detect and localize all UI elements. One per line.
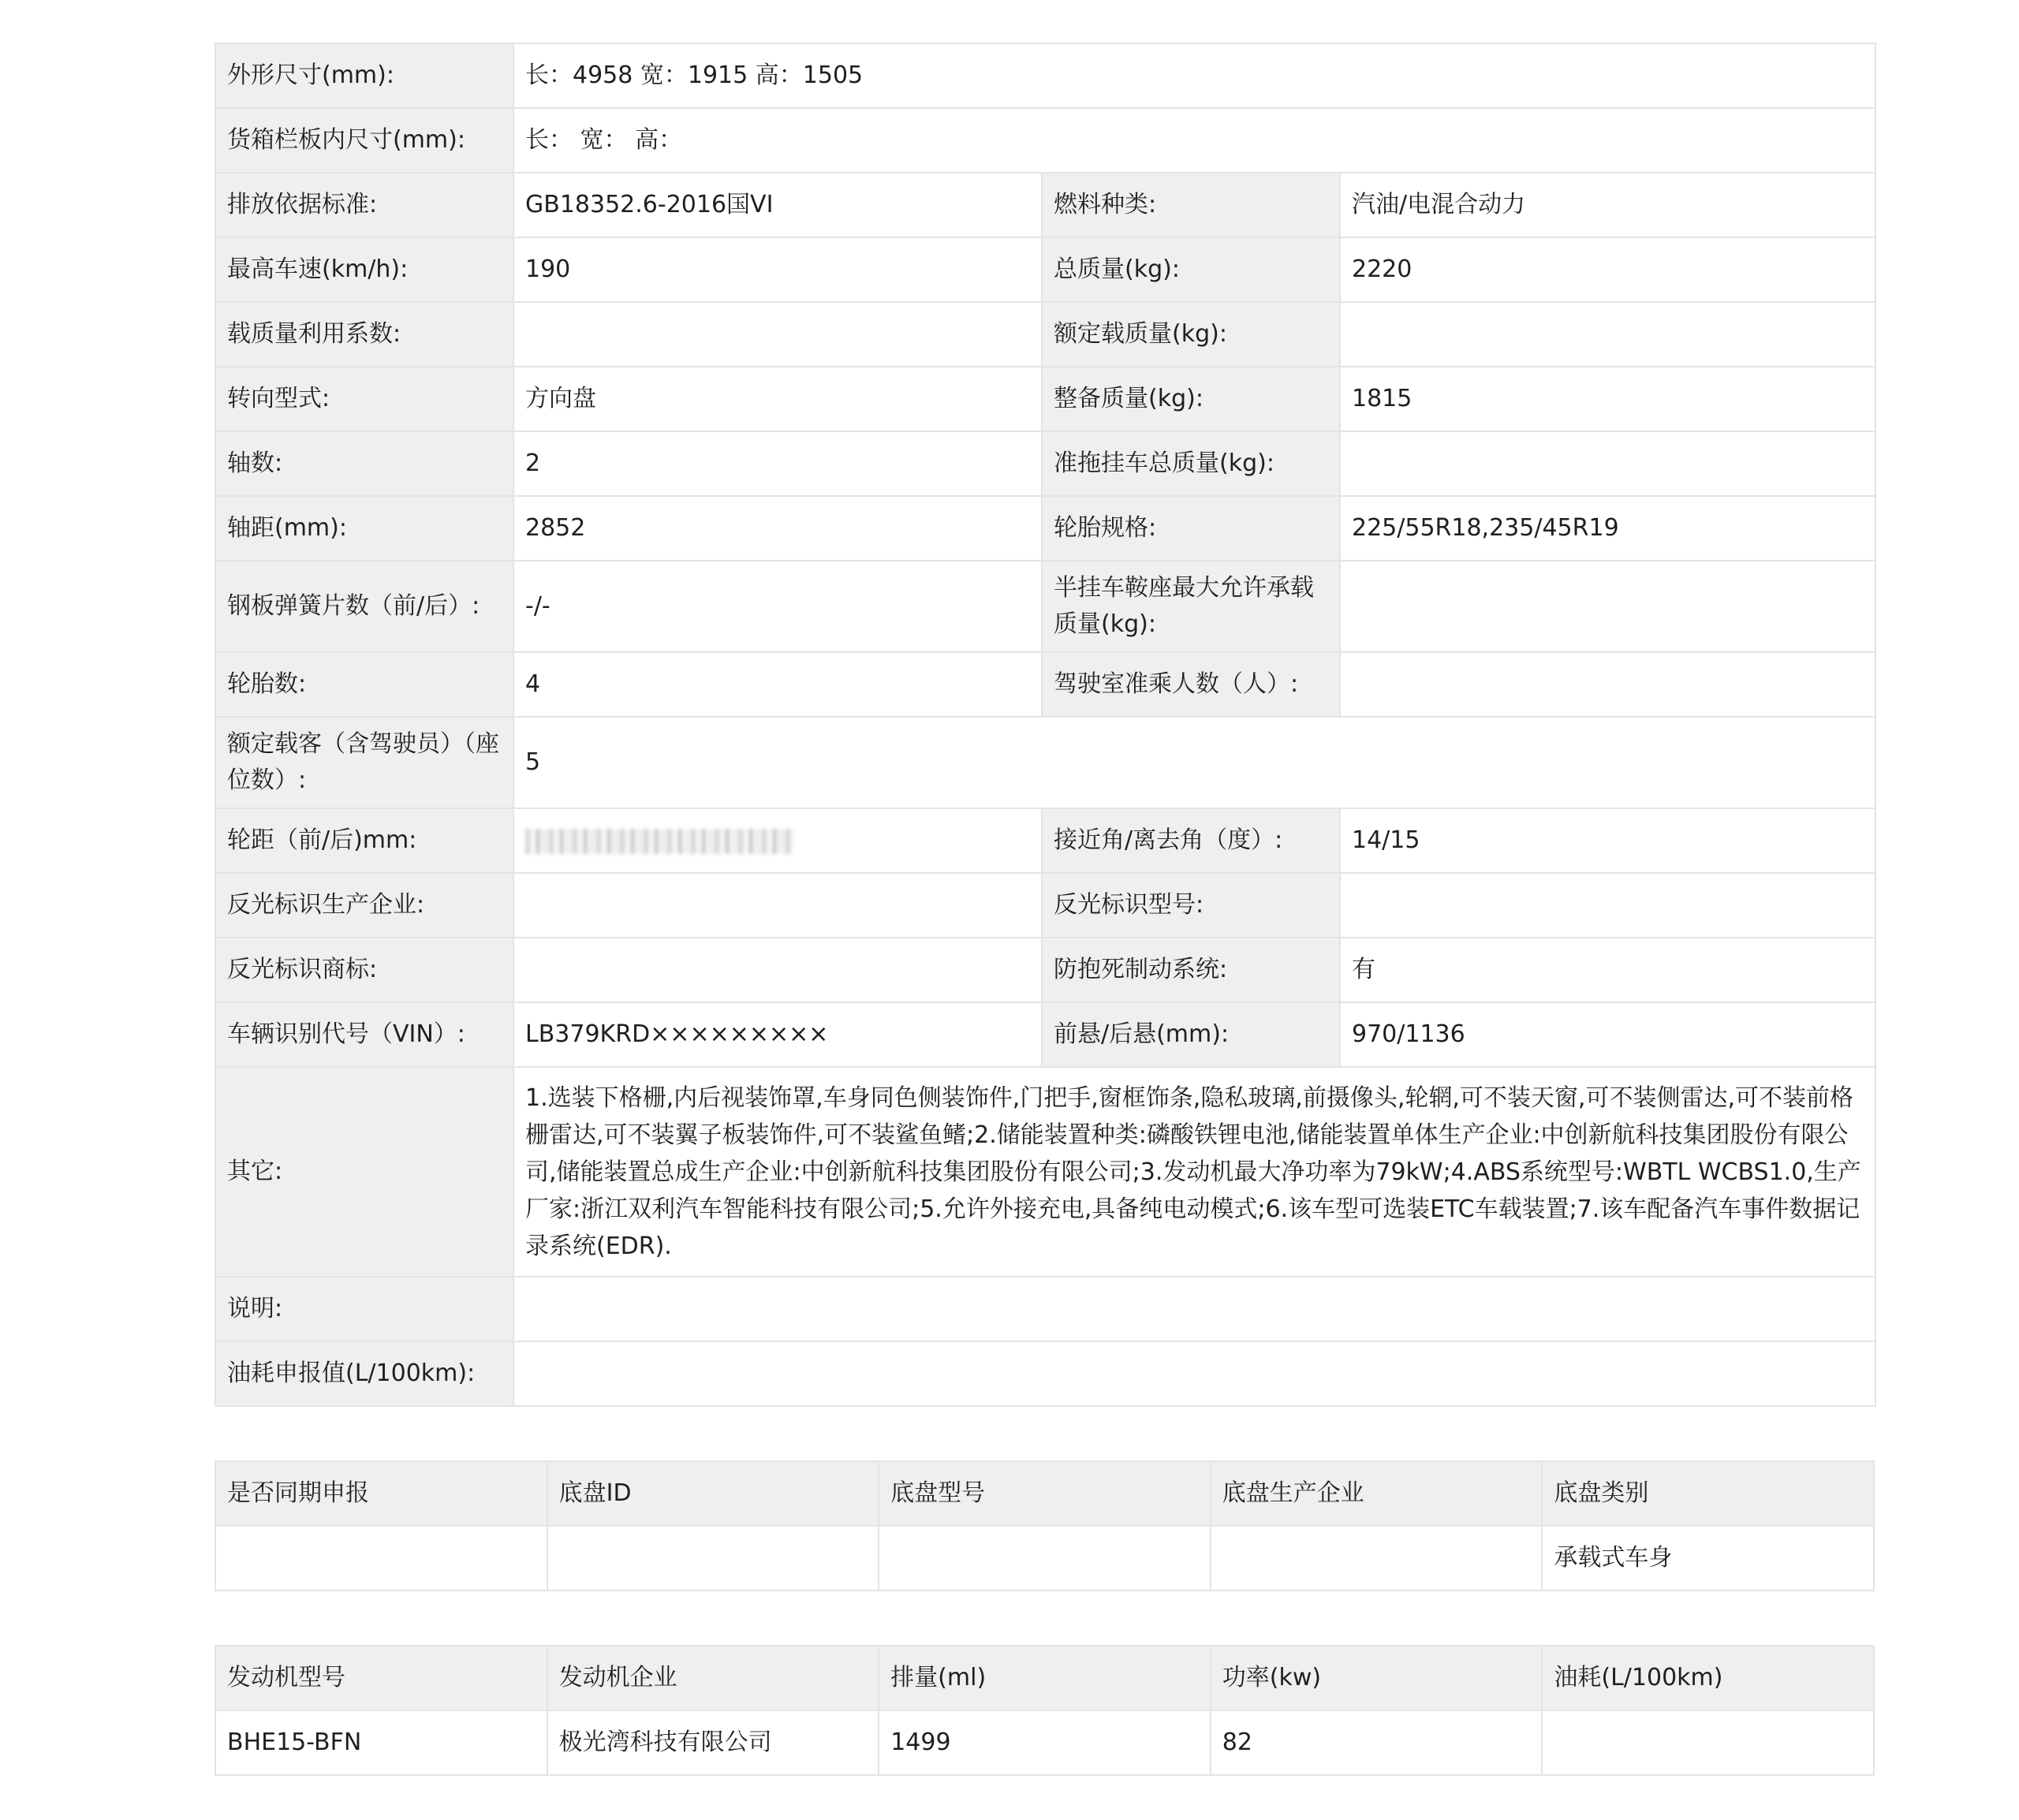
tire-spec-value: 225/55R18,235/45R19 bbox=[1340, 496, 1875, 561]
overhang-label: 前悬/后悬(mm): bbox=[1042, 1002, 1340, 1067]
cargo-box-value: 长： 宽： 高： bbox=[513, 108, 1875, 173]
load-factor-label: 载质量利用系数: bbox=[215, 302, 513, 367]
engine-table bbox=[215, 1645, 1875, 1776]
reflector-model-label: 反光标识型号: bbox=[1042, 873, 1340, 938]
spec-row-speed bbox=[215, 237, 1875, 302]
curb-mass-value: 1815 bbox=[1340, 367, 1875, 431]
spec-table bbox=[215, 43, 1876, 1407]
spec-row-load bbox=[215, 302, 1875, 367]
tire-count-value: 4 bbox=[513, 652, 1042, 717]
vehicle-spec-page bbox=[215, 43, 1875, 1776]
track-value-cell bbox=[513, 808, 1042, 873]
column-header: 油耗(L/100km) bbox=[1542, 1646, 1874, 1710]
fuel-type-label: 燃料种类: bbox=[1042, 173, 1340, 237]
tire-count-label: 轮胎数: bbox=[215, 652, 513, 717]
fuel-type-value: 汽油/电混合动力 bbox=[1340, 173, 1875, 237]
other-value: 1.选装下格栅,内后视装饰罩,车身同色侧装饰件,门把手,窗框饰条,隐私玻璃,前摄像头,轮辋,可不装天窗,可不装侧雷达,可不装前格栅雷达,可不装翼子板装饰件,可不装鲨鱼鳍;2.储能装置种类:磷酸铁锂电池,储能装置单体生产企业:中创新航科技集团股份有限公司,储能装置总成生产企业:中创新航科技集团股份有限公司;3.发动机最大净功率为79kW;4.ABS系统型号:WBTL WCBS1.0,生产厂家:浙江双利汽车智能科技有限公司;5.允许外接充电,具备纯电动模式;6.该车型可选装ETC车载装置;7.该车配备汽车事件数据记录系统(EDR). bbox=[513, 1067, 1875, 1277]
dimensions-value: 长：4958 宽：1915 高：1505 bbox=[513, 43, 1875, 108]
column-header: 底盘型号 bbox=[879, 1461, 1211, 1526]
table-cell bbox=[1211, 1526, 1543, 1591]
max-speed-label: 最高车速(km/h): bbox=[215, 237, 513, 302]
saddle-load-label: 半挂车鞍座最大允许承载质量(kg): bbox=[1042, 561, 1340, 652]
rated-load-value bbox=[1340, 302, 1875, 367]
fuel-declared-label: 油耗申报值(L/100km): bbox=[215, 1341, 513, 1406]
spec-row-fuel-declared bbox=[215, 1341, 1875, 1406]
table-row bbox=[215, 1526, 1874, 1591]
chassis-header-row bbox=[215, 1461, 1874, 1526]
fuel-declared-value bbox=[513, 1341, 1875, 1406]
overhang-value: 970/1136 bbox=[1340, 1002, 1875, 1067]
tire-spec-label: 轮胎规格: bbox=[1042, 496, 1340, 561]
abs-label: 防抱死制动系统: bbox=[1042, 938, 1340, 1002]
leaf-springs-value: -/- bbox=[513, 561, 1042, 652]
column-header: 是否同期申报 bbox=[215, 1461, 547, 1526]
note-value bbox=[513, 1277, 1875, 1341]
seats-label: 额定载客（含驾驶员）（座位数）: bbox=[215, 717, 513, 808]
curb-mass-label: 整备质量(kg): bbox=[1042, 367, 1340, 431]
spec-row-vin bbox=[215, 1002, 1875, 1067]
spec-row-steering bbox=[215, 367, 1875, 431]
track-label: 轮距（前/后)mm: bbox=[215, 808, 513, 873]
spec-row-wheelbase bbox=[215, 496, 1875, 561]
column-header: 底盘生产企业 bbox=[1211, 1461, 1543, 1526]
angles-value: 14/15 bbox=[1340, 808, 1875, 873]
table-cell bbox=[215, 1526, 547, 1591]
steering-label: 转向型式: bbox=[215, 367, 513, 431]
wheelbase-value: 2852 bbox=[513, 496, 1042, 561]
spec-row-track bbox=[215, 808, 1875, 873]
emission-std-label: 排放依据标准: bbox=[215, 173, 513, 237]
table-row bbox=[215, 1710, 1874, 1775]
table-cell bbox=[1542, 1710, 1874, 1775]
column-header: 底盘ID bbox=[547, 1461, 879, 1526]
rated-load-label: 额定载质量(kg): bbox=[1042, 302, 1340, 367]
table-cell: 1499 bbox=[879, 1710, 1211, 1775]
other-label: 其它: bbox=[215, 1067, 513, 1277]
cab-passengers-label: 驾驶室准乘人数（人）: bbox=[1042, 652, 1340, 717]
table-cell bbox=[879, 1526, 1211, 1591]
total-mass-value: 2220 bbox=[1340, 237, 1875, 302]
reflector-maker-value bbox=[513, 873, 1042, 938]
column-header: 底盘类别 bbox=[1542, 1461, 1874, 1526]
table-cell: BHE15-BFN bbox=[215, 1710, 547, 1775]
saddle-load-value bbox=[1340, 561, 1875, 652]
axles-value: 2 bbox=[513, 431, 1042, 496]
column-header: 功率(kw) bbox=[1211, 1646, 1543, 1710]
table-cell bbox=[547, 1526, 879, 1591]
max-speed-value: 190 bbox=[513, 237, 1042, 302]
chassis-table bbox=[215, 1460, 1875, 1591]
axles-label: 轴数: bbox=[215, 431, 513, 496]
spec-row-axles bbox=[215, 431, 1875, 496]
reflector-brand-label: 反光标识商标: bbox=[215, 938, 513, 1002]
dimensions-label: 外形尺寸(mm): bbox=[215, 43, 513, 108]
blurred-value bbox=[525, 829, 793, 854]
cab-passengers-value bbox=[1340, 652, 1875, 717]
load-factor-value bbox=[513, 302, 1042, 367]
abs-value: 有 bbox=[1340, 938, 1875, 1002]
column-header: 发动机企业 bbox=[547, 1646, 879, 1710]
cargo-box-label: 货箱栏板内尺寸(mm): bbox=[215, 108, 513, 173]
spec-row-emission bbox=[215, 173, 1875, 237]
spec-row-other bbox=[215, 1067, 1875, 1277]
reflector-model-value bbox=[1340, 873, 1875, 938]
leaf-springs-label: 钢板弹簧片数（前/后）: bbox=[215, 561, 513, 652]
spec-row-tires bbox=[215, 652, 1875, 717]
reflector-brand-value bbox=[513, 938, 1042, 1002]
spec-row-springs bbox=[215, 561, 1875, 652]
seats-value: 5 bbox=[513, 717, 1875, 808]
emission-std-value: GB18352.6-2016国VI bbox=[513, 173, 1042, 237]
engine-header-row bbox=[215, 1646, 1874, 1710]
table-cell: 极光湾科技有限公司 bbox=[547, 1710, 879, 1775]
spec-row-note bbox=[215, 1277, 1875, 1341]
spec-row-brand bbox=[215, 938, 1875, 1002]
vin-label: 车辆识别代号（VIN）: bbox=[215, 1002, 513, 1067]
spec-row-dimensions bbox=[215, 43, 1875, 108]
note-label: 说明: bbox=[215, 1277, 513, 1341]
total-mass-label: 总质量(kg): bbox=[1042, 237, 1340, 302]
spec-row-seats bbox=[215, 717, 1875, 808]
spec-row-cargo-box bbox=[215, 108, 1875, 173]
table-cell: 82 bbox=[1211, 1710, 1543, 1775]
column-header: 发动机型号 bbox=[215, 1646, 547, 1710]
spec-row-reflector bbox=[215, 873, 1875, 938]
steering-value: 方向盘 bbox=[513, 367, 1042, 431]
vin-value: LB379KRD××××××××× bbox=[513, 1002, 1042, 1067]
trailer-mass-label: 准拖挂车总质量(kg): bbox=[1042, 431, 1340, 496]
angles-label: 接近角/离去角（度）: bbox=[1042, 808, 1340, 873]
wheelbase-label: 轴距(mm): bbox=[215, 496, 513, 561]
column-header: 排量(ml) bbox=[879, 1646, 1211, 1710]
trailer-mass-value bbox=[1340, 431, 1875, 496]
reflector-maker-label: 反光标识生产企业: bbox=[215, 873, 513, 938]
table-cell: 承载式车身 bbox=[1542, 1526, 1874, 1591]
